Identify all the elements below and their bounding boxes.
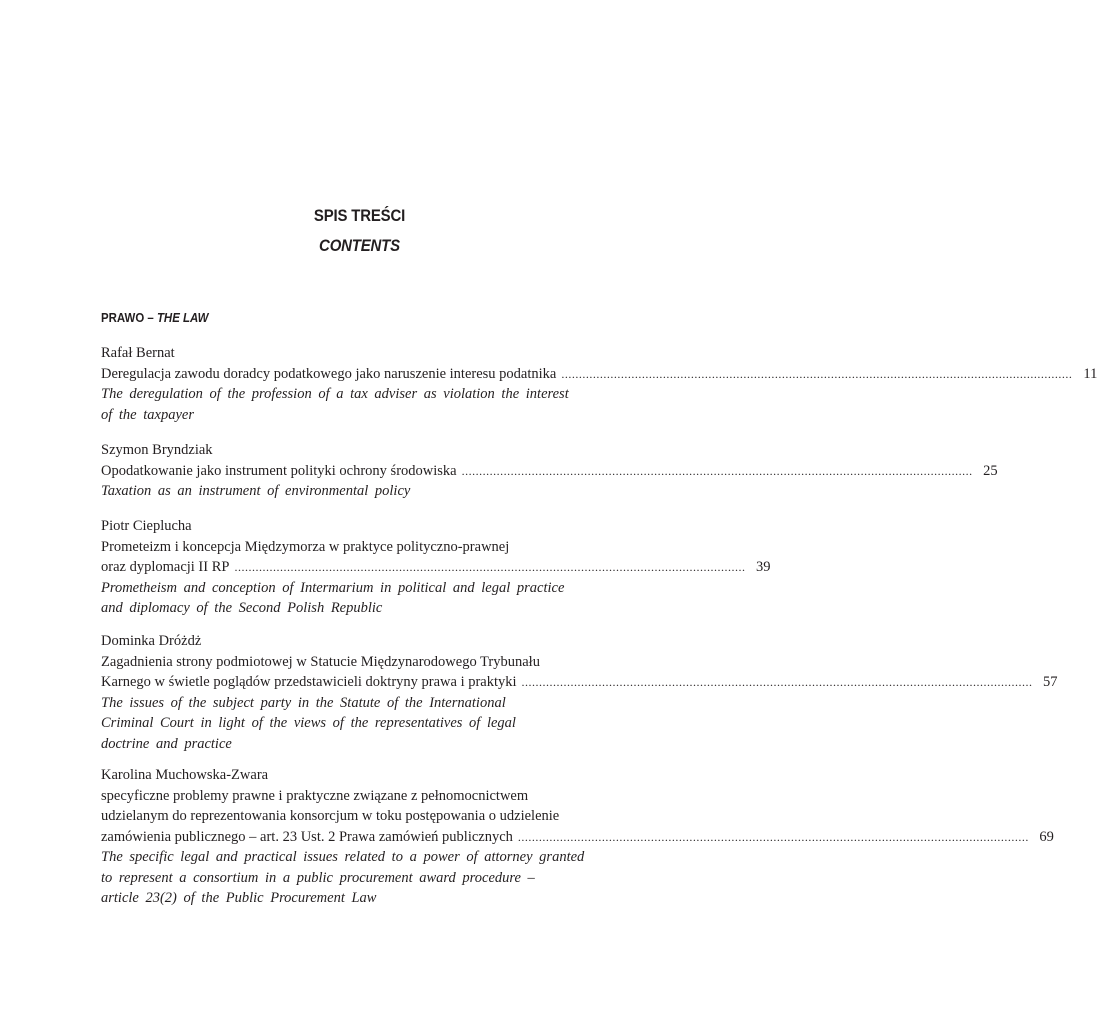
page-number: 25 [983,462,998,479]
author-name: Dominka Dróżdż [101,633,202,649]
title-en: and diplomacy of the Second Polish Republic [101,600,383,616]
toc-title-line[interactable] [101,364,1097,385]
toc-entry [101,516,771,619]
dot-leader: .................................................................................................................................................. [521,675,1033,689]
page-title: SPIS TREŚCI [313,206,406,225]
title-en: The specific legal and practical issues related to a power of attorney granted [101,849,585,865]
toc-title-line[interactable] [101,557,771,578]
title-en: of the taxpayer [101,406,194,423]
toc-title-line[interactable] [101,827,1054,848]
toc-entry [101,440,998,502]
toc-entry [101,343,1097,425]
toc-title-line[interactable] [101,672,1058,693]
page-subtitle: CONTENTS [319,236,400,255]
title-en: to represent a consortium in a public procurement award procedure – [101,869,535,886]
page-number: 69 [1039,828,1054,845]
page-number: 39 [755,559,771,575]
title-pl: Karnego w świetle poglądów przedstawicieli doktryny prawa i praktyki [101,674,517,690]
toc-entry [101,631,1058,754]
title-en: The issues of the subject party in the Statute of the International [101,694,506,711]
title-pl: zamówienia publicznego – art. 23 Ust. 2 Prawa zamówień publicznych [101,828,513,845]
title-pl: udzielanym do reprezentowania konsorcjum w toku postępowania o udzielenie [101,808,560,824]
dot-leader: .................................................................................................................................................. [234,560,746,574]
section-heading [101,310,208,325]
author-name: Rafał Bernat [101,345,175,361]
author-name: Szymon Bryndziak [101,442,213,458]
title-en: Taxation as an instrument of environmental policy [101,483,411,499]
title-en: The deregulation of the profession of a tax adviser as violation the interest [101,386,569,402]
toc-entry [101,765,1054,909]
title-pl: Prometeizm i koncepcja Międzymorza w praktyce polityczno-prawnej [101,538,510,555]
title-pl: oraz dyplomacji II RP [101,559,230,575]
title-en: article 23(2) of the Public Procurement Law [101,890,377,906]
title-pl: specyficzne problemy prawne i praktyczne związane z pełnomocnictwem [101,787,529,804]
page-number: 11 [1083,365,1097,382]
dot-leader: .................................................................................................................................................. [561,366,1073,381]
page-number: 57 [1043,674,1058,690]
title-en: Prometheism and conception of Intermarium in political and legal practice [101,579,565,596]
title-pl: Deregulacja zawodu doradcy podatkowego jako naruszenie interesu podatnika [101,365,557,382]
section-heading-pl: PRAWO – [101,310,157,325]
section-heading-en: THE LAW [156,310,209,325]
title-pl: Opodatkowanie jako instrument polityki ochrony środowiska [101,462,457,479]
toc-title-line[interactable] [101,461,998,482]
title-en: doctrine and practice [101,735,232,752]
title-pl: Zagadnienia strony podmiotowej w Statucie Międzynarodowego Trybunału [101,653,540,670]
author-name: Karolina Muchowska-Zwara [101,767,269,783]
dot-leader: .................................................................................................................................................. [517,829,1029,844]
title-en: Criminal Court in light of the views of the representatives of legal [101,715,516,731]
author-name: Piotr Cieplucha [101,518,192,534]
dot-leader: .................................................................................................................................................. [461,463,973,478]
